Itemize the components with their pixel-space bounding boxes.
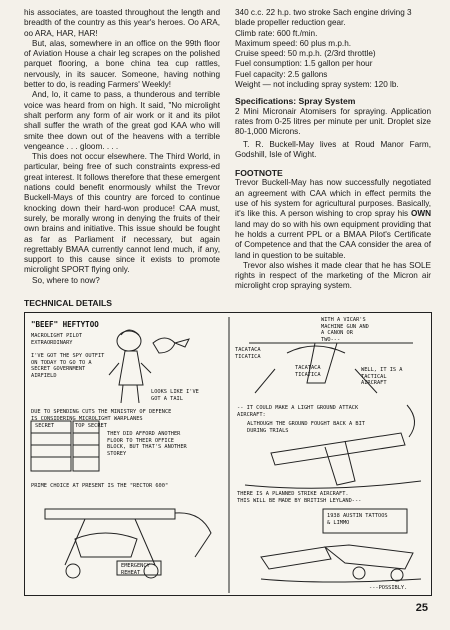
spec-line: 340 c.c. 22 h.p. two stroke Sach engine driving 3 blade propeller reduction gear.	[235, 8, 412, 28]
technical-details-heading: TECHNICAL DETAILS	[24, 298, 113, 309]
tacataca-label-1: TACATACA TICATICA	[235, 347, 261, 360]
footnote-paragraph-1	[235, 178, 431, 260]
tactical-caption: WELL, IT IS A TACTICAL AIRCRAFT	[361, 367, 403, 387]
spec-line: Fuel capacity: 2.5 gallons	[235, 69, 328, 79]
vicar-caption: WITH A VICAR'S MACHINE GUN AND A CANON OR TWO---	[321, 317, 369, 343]
emergency-reheat-label: EMERGENCY REHEAT	[121, 563, 150, 576]
footnote-paragraph-2: Trevor also wishes it made clear that he has SOLE rights in respect of the marketing of the Micron air microlight crop spraying system.	[235, 260, 431, 291]
cartoon-subtitle: MACROLIGHT PILOT EXTRAORDINARY	[31, 333, 83, 346]
office-storey-caption: THEY DID AFFORD ANOTHER FLOOR TO THEIR OFFICE BLOCK, BUT THAT'S ANOTHER STOREY	[107, 431, 187, 457]
address-text: T. R. Buckell-May lives at Roud Manor Farm, Godshill, Isle of Wight.	[235, 139, 431, 159]
rector-600-caption: PRIME CHOICE AT PRESENT IS THE "RECTOR 600"	[31, 483, 169, 489]
paragraph-1: his associates, are toasted throughout the length and breadth of the country as this year's heroes. Oo ARA, oo ARA, HAR, HAR!	[24, 8, 220, 38]
cartoon-panel	[24, 312, 432, 596]
footnote-text-b: land may do so with his own equipment providing that he holds a current PPL or a BMAA Pilot's Certificate of Competence and that the CAA consider the area of land in question to be suitable.	[235, 219, 431, 260]
tacataca-label-2: TACATACA TICATICA	[295, 365, 321, 378]
footnote-heading: FOOTNOTE	[235, 168, 283, 179]
ground-line	[245, 481, 421, 488]
spec-line: Weight — not including spray system: 120 lb.	[235, 80, 399, 90]
spy-outfit-caption: I'VE GOT THE SPY OUTFIT ON TODAY TO GO TO A SECRET GOVERNMENT AIRFIELD	[31, 353, 105, 379]
secret-label: SECRET	[35, 423, 55, 429]
footnote-text-a: Trevor Buckell-May has now successfully negotiated an agreement with CAA which in effect permits the use of his system for agricultural purposes. Basically, it's like this. A person wishing to crop spray his	[235, 178, 431, 219]
spec-line: Fuel consumption: 1.5 gallon per hour	[235, 59, 373, 69]
spray-system-heading: Specifications: Spray System	[235, 96, 356, 107]
top-secret-label: TOP SECRET	[75, 423, 107, 429]
paragraph-5: So, where to now?	[32, 275, 100, 285]
paragraph-4: This does not occur elsewhere. The Third World, in particular, being free of such constraints express-ed great interest. It follows therefore that these emergent nations could benefit enormously whilst the Trevor Buckell-Mays of this country are forced to continue knocking down their hard-won produce! CAA must, surely, be morally wrong in denying the fruits of their own brains and initiative. This issue should be fought as far as Parliament if necessary, but again regrettably BMAA currently cannot lend much, if any, support to this cause since it exists to promote microlight SPORT flying only.	[24, 152, 220, 275]
austin-banner-label: 1938 AUSTIN TATTOOS & LIMMO	[327, 513, 388, 526]
page-number: 25	[415, 602, 428, 614]
cartoon-title: "BEEF" HEFTYTOO	[31, 320, 99, 329]
bird	[153, 338, 175, 353]
spec-line: Maximum speed: 60 plus m.p.h.	[235, 38, 352, 48]
spec-line: Cruise speed: 50 m.p.h. (2/3rd throttle)	[235, 49, 376, 59]
paragraph-2: But, alas, somewhere in an office on the 99th floor of Aviation House a chair leg scrapes on the polished parquet flooring, a bone china tea cup rattles, nervously, in its saucer. Someone, having nothing better to do, is reading Farmers' Weekly!	[24, 38, 220, 90]
pilot-body	[119, 351, 143, 385]
spec-line: Climb rate: 600 ft./min.	[235, 28, 318, 38]
left-column	[24, 8, 220, 322]
spray-system-text: 2 Mini Micronair Atomisers for spraying. Application rates from 0-25 litres per minute per unit. Droplet size 80-1,000 Microns.	[235, 106, 431, 137]
strike-plane	[261, 547, 331, 569]
right-column	[235, 8, 431, 292]
ground-attack-caption: -- IT COULD MAKE A LIGHT GROUND ATTACK AIRCRAFT:	[237, 405, 359, 418]
footnote-own-emphasis: OWN	[410, 209, 431, 219]
ministry-caption: DUE TO SPENDING CUTS THE MINISTRY OF DEFENCE IS CONSIDERING MICROLIGHT WARPLANES	[31, 409, 172, 422]
rector-wing	[45, 509, 175, 519]
tail-caption: LOOKS LIKE I'VE GOT A TAIL	[151, 389, 199, 402]
strike-aircraft-caption: THERE IS A PLANNED STRIKE AIRCRAFT. THIS WILL BE MADE BY BRITISH LEYLAND---	[237, 491, 362, 504]
crashed-plane-wing	[271, 433, 405, 465]
paragraph-3: And, lo, it came to pass, a thunderous and terrible voice was heard from on high. It said, "No microlight shalt perform any form of air work or it and its pilot shall suffer the wrath of the great god KAA who will smite thee down out of the heavens with a terrible vengeance . . . gloom. . . .	[24, 90, 220, 151]
fought-back-caption: ALTHOUGH THE GROUND FOUGHT BACK A BIT DURING TRIALS	[247, 421, 365, 434]
possibly-caption: ---POSSIBLY.	[369, 585, 408, 591]
rector-cockpit	[75, 533, 137, 557]
